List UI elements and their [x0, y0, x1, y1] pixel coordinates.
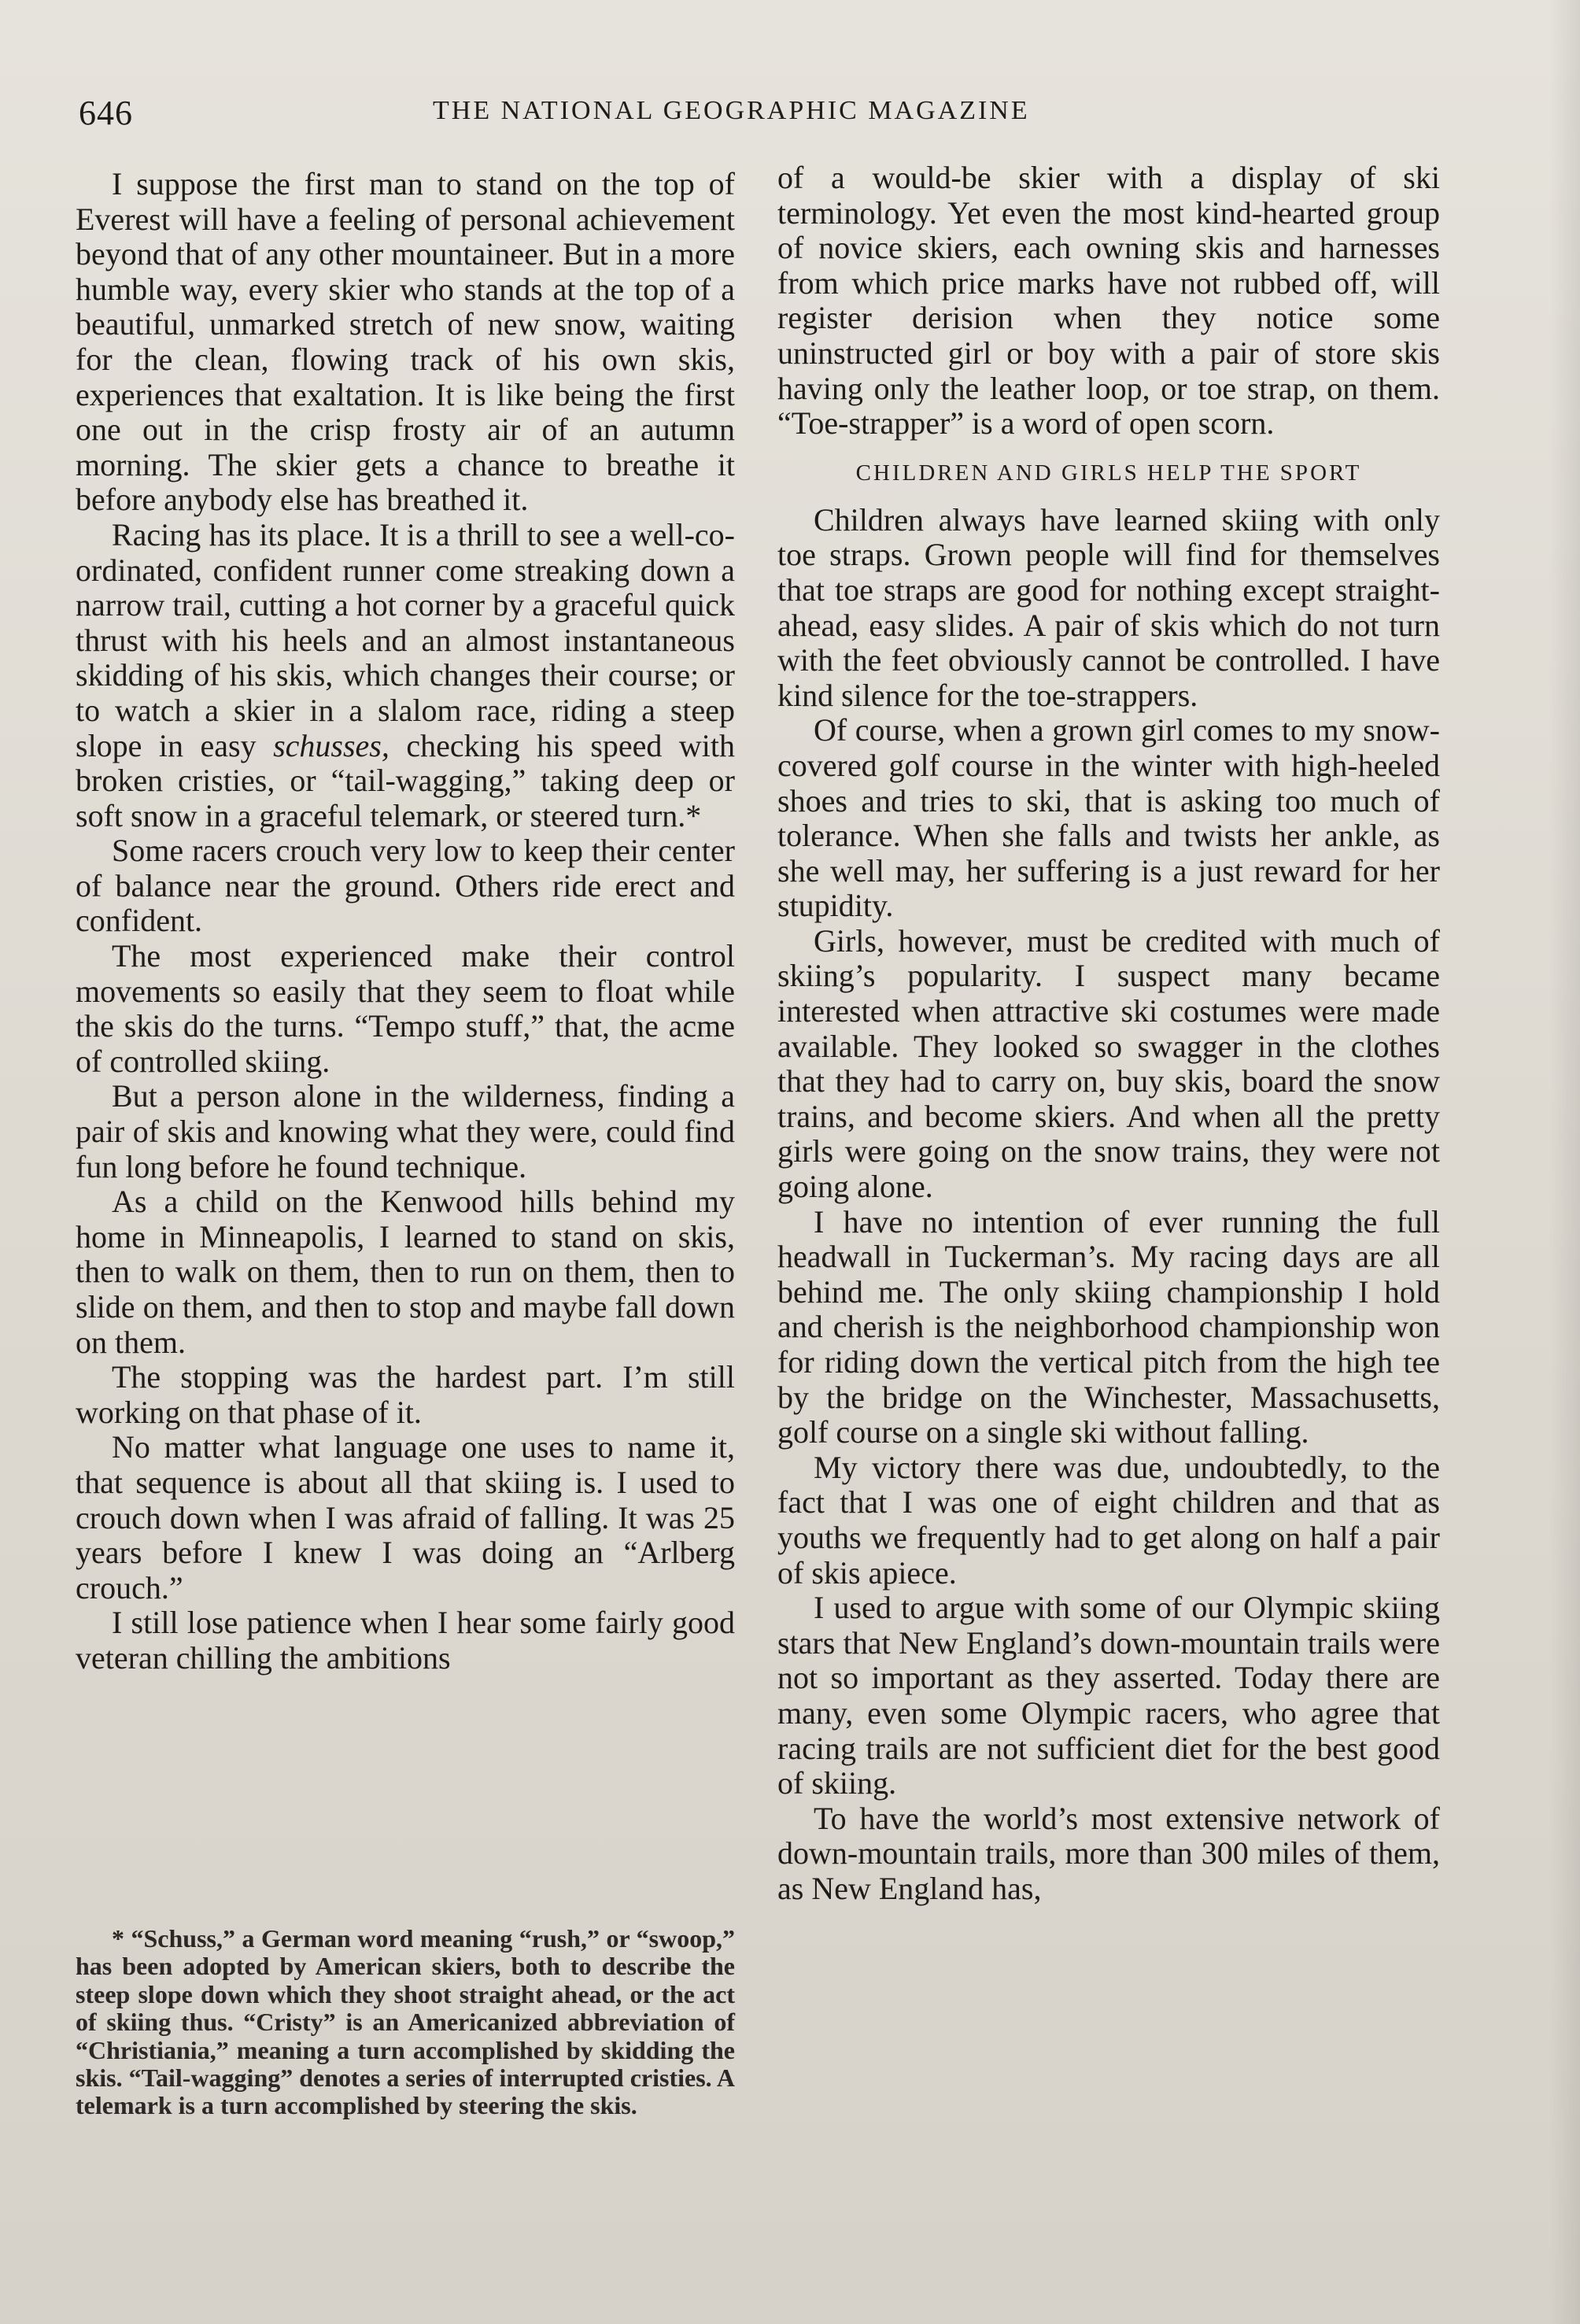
continued-paragraph: of a would-be skier with a display of ski terminology. Yet even the most kind-hearted group of novice skiers, each owning skis and harnesses from which price marks have not rubbed off, will register derision when they notice some uninstructed girl or boy with a pair of store skis having only the leather loop, or toe strap, on them. “Toe-strapper” is a word of open scorn.: [777, 160, 1440, 442]
paragraph: I suppose the first man to stand on the top of Everest will have a feeling of personal achievement beyond that of any other mountaineer. But in a more humble way, every skier who stands at the top of a beautiful, unmarked stretch of new snow, waiting for the clean, flowing track of his own skis, experiences that exaltation. It is like being the first one out in the crisp frosty air of an autumn morning. The skier gets a chance to breathe it before anybody else has breathed it.: [76, 166, 735, 518]
italic-term: schusses,: [273, 727, 389, 763]
paragraph: To have the world’s most extensive network of down-mountain trails, more than 300 miles of them, as New England has,: [777, 1800, 1440, 1906]
left-column: [76, 167, 735, 1676]
paragraph: No matter what language one uses to name it, that sequence is about all that skiing is. I used to crouch down when I was afraid of falling. It was 25 years before I knew I was doing an “Arlberg crouch.”: [76, 1429, 735, 1605]
paragraph: Some racers crouch very low to keep their center of balance near the ground. Others ride erect and confident.: [76, 833, 735, 939]
paragraph: As a child on the Kenwood hills behind my home in Minneapolis, I learned to stand on skis, then to walk on them, then to run on them, then to slide on them, and then to stop and maybe fall down on them.: [76, 1184, 735, 1360]
paragraph-racing-text: Racing has its place. It is a thrill to see a well-co-ordinated, confident runner come streaking down a narrow trail, cutting a hot corner by a graceful quick thrust with his heels and an almost instantaneous skidding of his skis, which changes their course; or to watch a skier in a slalom race, riding a steep slope in easy: [76, 516, 735, 763]
paragraph: I used to argue with some of our Olympic skiing stars that New England’s down-mountain trails were not so important as they asserted. Today there are many, even some Olympic racers, who agree that racing trails are not sufficient diet for the best good of skiing.: [777, 1590, 1440, 1801]
paragraph: But a person alone in the wilderness, finding a pair of skis and knowing what they were, could find fun long before he found technique.: [76, 1078, 735, 1184]
paragraph: Girls, however, must be credited with much of skiing’s popularity. I suspect many became interested when attractive ski costumes were made available. They looked so swagger in the clothes that they had to carry on, buy skis, board the snow trains, and become skiers. And when all the pretty girls were going on the snow trains, they were not going alone.: [777, 922, 1440, 1205]
page-edge-shadow: [1549, 0, 1580, 2324]
paragraph: My victory there was due, undoubtedly, to the fact that I was one of eight children and that as youths we frequently had to get along on half a pair of skis apiece.: [777, 1449, 1440, 1591]
paragraph-racing-tail: checking his speed with broken cristies, or “tail-wagging,” taking deep or soft snow in a graceful telemark, or steered turn.*: [76, 727, 735, 833]
paragraph: Of course, when a grown girl comes to my snow-covered golf course in the winter with high-heeled shoes and tries to ski, that is asking too much of tolerance. When she falls and twists her ankle, as she well may, her suffering is a just reward for her stupidity.: [777, 712, 1440, 924]
paragraph-racing: [76, 518, 735, 833]
paragraph: I have no intention of ever running the full headwall in Tuckerman’s. My racing days are all behind me. The only skiing championship I hold and cherish is the neighborhood championship won for riding down the vertical pitch from the high tee by the bridge on the Winchester, Massachusetts, golf course on a single ski without falling.: [777, 1203, 1440, 1450]
footnote: [76, 1925, 735, 2120]
section-heading: CHILDREN AND GIRLS HELP THE SPORT: [855, 460, 1362, 486]
page-header: [79, 93, 1448, 140]
footnote-text: * “Schuss,” a German word meaning “rush,” or “swoop,” has been adopted by American skiers, both to describe the steep slope down which they shoot straight ahead, or the act of skiing thus. “Cristy” is an Americanized abbreviation of “Christiania,” meaning a turn accomplished by skidding the skis. “Tail-wagging” denotes a series of interrupted cristies. A telemark is a turn accomplished by steering the skis.: [76, 1924, 735, 2120]
page-number: 646: [79, 94, 133, 132]
paragraph: The stopping was the hardest part. I’m still working on that phase of it.: [76, 1359, 735, 1430]
paragraph: I still lose patience when I hear some fairly good veteran chilling the ambitions: [76, 1605, 735, 1676]
running-title: THE NATIONAL GEOGRAPHIC MAGAZINE: [433, 96, 1030, 125]
paragraph: Children always have learned skiing with only toe straps. Grown people will find for themselves that toe straps are good for nothing except straight-ahead, easy slides. A pair of skis which do not turn with the feet obviously cannot be controlled. I have kind silence for the toe-strappers.: [777, 501, 1440, 713]
paragraph: The most experienced make their control movements so easily that they seem to float while the skis do the turns. “Tempo stuff,” that, the acme of controlled skiing.: [76, 938, 735, 1079]
right-column: [777, 161, 1440, 1907]
